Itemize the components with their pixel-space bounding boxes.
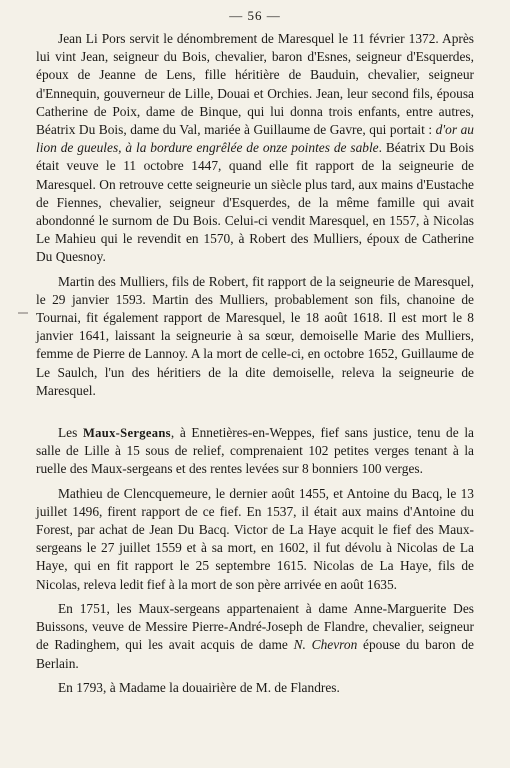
paragraph-1 <box>36 30 474 267</box>
paragraph-2: Martin des Mulliers, fils de Robert, fit rapport de la seigneurie de Maresquel, le 29 janvier 1593. Martin des Mulliers, probablement son fils, chanoine de Tournai, fit également rapport de Maresquel, le 18 août 1618. Il est mort le 8 janvier 1641, laissant la seigneurie à sa sœur, demoiselle Marie des Mulliers, femme de Pierre de Lannoy. A la mort de celle-ci, en octobre 1652, Guillaume de Le Saulch, l'un des héritiers de la dite demoiselle, releva la seigneurie de Maresquel. <box>36 273 474 398</box>
margin-mark <box>18 312 28 314</box>
paragraph-5 <box>36 600 474 673</box>
paragraph-3-text: , à Ennetières-en-Weppes, fief sans justice, tenu de la salle de Lille à 15 sous de relief, comprenaient 102 petites verges tenant à la ruelle des Maux-sergeans et des rentes levées sur 8 bonniers 100 verges. <box>36 425 474 477</box>
paragraph-5-name: N. Chevron <box>293 637 358 653</box>
paragraph-5-text: En 1751, les Maux-sergeans appartenaient à dame Anne-Marguerite Des Buissons, veuve de Messire Pierre-André-Joseph de Flandre, chevalier, seigneur de Radinghem, qui les avait acquis de dame <box>36 600 474 653</box>
paragraph-1-blazon: d'or au lion de gueules, à la bordure engrêlée de onze pointes de sable <box>36 122 474 156</box>
paragraph-1-text-cont: . Béatrix Du Bois était veuve le 11 octobre 1447, quand elle fit rapport de la seigneurie de Maresquel. On retrouve cette seigneurie un siècle plus tard, aux mains d'Eustache de Fiennes, chevalier, seigneur d'Esquerdes, de la même famille qui avait abondonné le surnom de Du Bois. Celui-ci vendit Maresquel, en 1557, à Nicolas Le Mahieu qui le revendit en 1570, à Robert des Mulliers, époux de Catherine Du Quesnoy. <box>36 140 474 265</box>
paragraph-3 <box>36 424 474 479</box>
paragraph-6: En 1793, à Madame la douairière de M. de Flandres. <box>58 679 340 695</box>
paragraph-1-text: Jean Li Pors servit le dénombrement de Maresquel le 11 février 1372. Après lui vint Jean, seigneur du Bois, chevalier, baron d'Esnes, seigneur d'Esquerdes, époux de Jeanne de Lens, fille héritière de Bauduin, chevalier, seigneur d'Ennequin, gouverneur de Lille, Douai et Orchies. Jean, leur second fils, épousa Catherine de Poix, dame de Binque, qui lui donna trois enfants, entre autres, Béatrix Du Bois, dame du Val, mariée à Guillaume de Gavre, qui portait : <box>36 31 474 138</box>
paragraph-3-lead: Les <box>58 425 83 441</box>
page-number: — 56 — <box>229 8 281 23</box>
body-text <box>36 30 474 697</box>
section-gap <box>36 400 474 424</box>
paragraph-4: Mathieu de Clencquemeure, le dernier août 1455, et Antoine du Bacq, le 13 juillet 1496, firent rapport de ce fief. En 1537, il était aux mains d'Antoine du Forest, par achat de Jean Du Bacq. Victor de La Haye acquit le fief des Maux-sergeans le 27 juillet 1559 et à sa mort, en 1602, il fut dévolu à Nicolas de La Haye, qui en fit rapport le 25 septembre 1615. Nicolas de La Haye, fils de Nicolas, releva ledit fief à la mort de son père arrivée en août 1635. <box>36 485 474 592</box>
paragraph-5-text-cont: épouse du baron de Berlain. <box>36 637 475 671</box>
fief-name: Maux-Sergeans <box>82 426 171 441</box>
